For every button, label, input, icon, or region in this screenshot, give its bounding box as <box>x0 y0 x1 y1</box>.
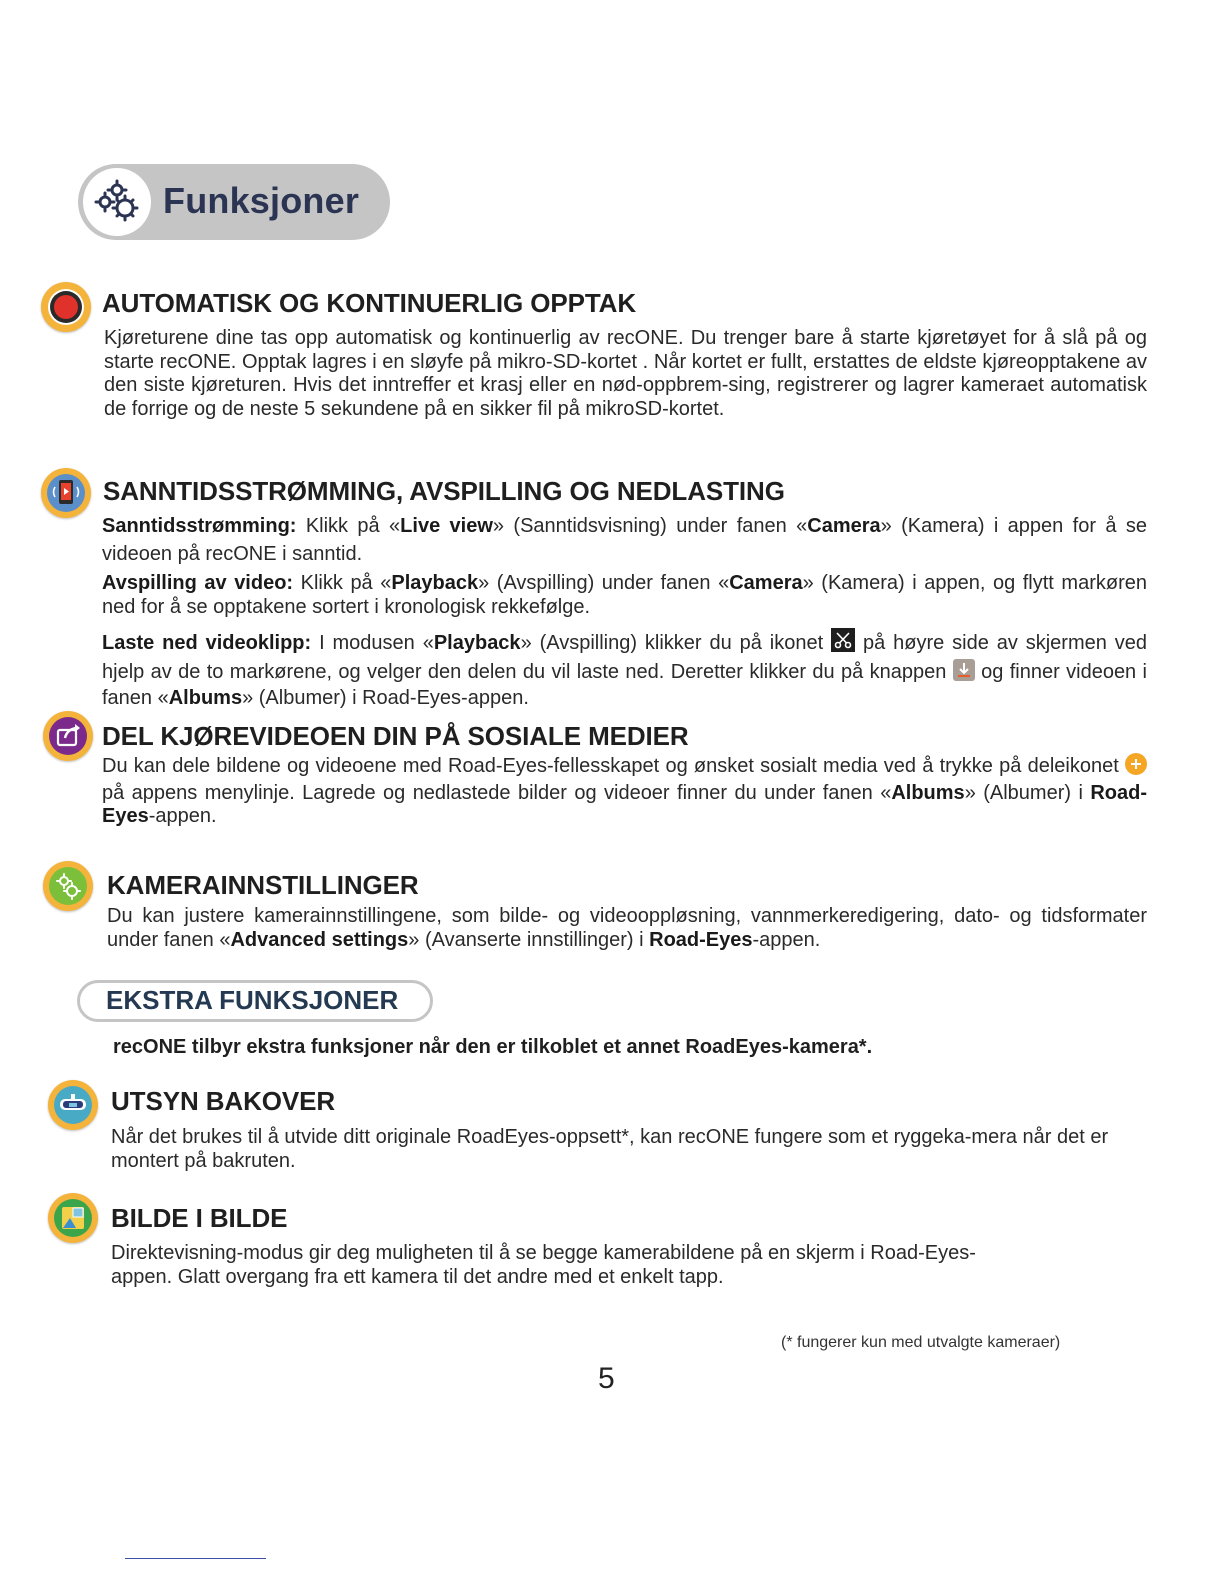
picture-in-picture-icon <box>48 1193 98 1243</box>
text: og finner videoen i fanen « <box>102 660 1147 709</box>
text: » (Avspilling) under fanen « <box>478 572 730 594</box>
text: » (Sanntidsvisning) under fanen « <box>492 515 808 537</box>
share-icon <box>43 711 93 761</box>
text: » (Avspilling) klikker du på ikonet <box>520 632 832 654</box>
text: » (Avanserte innstillinger) i <box>408 928 650 951</box>
bold-camera: Camera <box>729 572 803 594</box>
download-icon <box>953 659 975 688</box>
bold-live-view: Live view <box>400 515 493 537</box>
bold-playback: Playback <box>391 572 479 594</box>
scissors-icon <box>831 628 855 659</box>
section-heading-settings: KAMERAINNSTILLINGER <box>107 870 419 900</box>
extra-features-title: EKSTRA FUNKSJONER <box>106 985 399 1015</box>
section-text-settings <box>107 905 1147 952</box>
section-heading-streaming: SANNTIDSSTRØMMING, AVSPILLING OG NEDLASTING <box>103 476 785 506</box>
streaming-paragraph-playback <box>102 572 1147 619</box>
text: Klikk på « <box>293 572 392 594</box>
text: Du kan justere kamerainnstillingene, som bilde- og videooppløsning, vannmerkeredigering, dato- og tidsformater under fanen « <box>107 905 1147 951</box>
section-text-recording: Kjøreturene dine tas opp automatisk og kontinuerlig av recONE. Du trenger bare å starte kjøretøyet for å slå på og starte recONE. Opptak lagres i en sløyfe på mikro-SD-kortet . Når kortet er fullt, erstattes de eldste kjøreopptakene av den siste kjøreturen. Hvis det inntreffer et krasj eller en nød-oppbrem-sing, registrerer og lagrer kameraet automatisk de forrige og de neste 5 sekundene på en sikker fil på mikroSD-kortet. <box>104 327 1147 420</box>
label-playback: Avspilling av video: <box>102 572 294 594</box>
section-text-share <box>102 753 1147 829</box>
section-text-pip: Direktevisning-modus gir deg muligheten til å se begge kamerabildene på en skjerm i Road-Eyes-appen. Glatt overgang fra ett kamera til det andre med et enkelt tapp. <box>111 1242 976 1288</box>
record-icon <box>41 282 91 332</box>
gears-icon <box>83 168 151 236</box>
extra-features-subtitle: recONE tilbyr ekstra funksjoner når den er tilkoblet et annet RoadEyes-kamera*. <box>113 1036 873 1058</box>
plus-share-icon <box>1125 753 1147 782</box>
page-number: 5 <box>598 1362 615 1395</box>
bold-road-eyes: Road-Eyes <box>102 781 1148 827</box>
section-heading-rearview: UTSYN BAKOVER <box>111 1086 336 1116</box>
bold-albums: Albums <box>891 781 965 804</box>
text: » (Kamera) i appen for å se videoen på recONE i sanntid. <box>102 515 1147 565</box>
streaming-paragraph-download <box>102 628 1147 711</box>
text: » (Albumer) i <box>964 781 1091 804</box>
section-text-rearview: Når det brukes til å utvide ditt originale RoadEyes-oppsett*, kan recONE fungere som et ryggeka-mera når det er montert på bakruten. <box>111 1126 1109 1172</box>
text: -appen. <box>148 805 217 827</box>
rear-mirror-icon <box>48 1080 98 1130</box>
text: Du kan dele bildene og videoene med Road-Eyes-fellesskapet og ønsket sosialt media ved å trykke på deleikonet <box>102 755 1125 777</box>
section-heading-share: DEL KJØREVIDEOEN DIN PÅ SOSIALE MEDIER <box>102 721 689 751</box>
bold-albums: Albums <box>168 687 243 709</box>
bold-road-eyes: Road-Eyes <box>649 928 753 951</box>
phone-stream-icon <box>41 468 91 518</box>
bold-camera: Camera <box>807 515 881 537</box>
text: -appen. <box>752 928 821 951</box>
label-download: Laste ned videoklipp: <box>102 632 312 654</box>
text: » (Albumer) i Road-Eyes-appen. <box>242 687 529 709</box>
section-heading-recording: AUTOMATISK OG KONTINUERLIG OPPTAK <box>102 288 637 318</box>
settings-gear-icon <box>43 861 93 911</box>
text: på høyre side av skjermen ved hjelp av de to markørene, og velger den delen du vil laste ned. Deretter klikker du på knappen <box>102 632 1148 683</box>
bold-advanced-settings: Advanced settings <box>230 928 409 951</box>
text: I modusen « <box>311 632 434 654</box>
text: på appens menylinje. Lagrede og nedlastede bilder og videoer finner du under fanen « <box>102 781 892 804</box>
section-heading-pip: BILDE I BILDE <box>111 1203 288 1233</box>
footer-rule <box>125 1558 266 1559</box>
text: » (Kamera) i appen, og flytt markøren ned for å se opptakene sortert i kronologisk rekkefølge. <box>102 572 1147 618</box>
streaming-paragraph-live <box>102 512 1147 568</box>
footnote: (* fungerer kun med utvalgte kameraer) <box>781 1334 1061 1351</box>
page-title: Funksjoner <box>163 180 360 221</box>
label-live: Sanntidsstrømming: <box>102 515 297 537</box>
text: Klikk på « <box>296 515 401 537</box>
bold-playback: Playback <box>433 632 521 654</box>
